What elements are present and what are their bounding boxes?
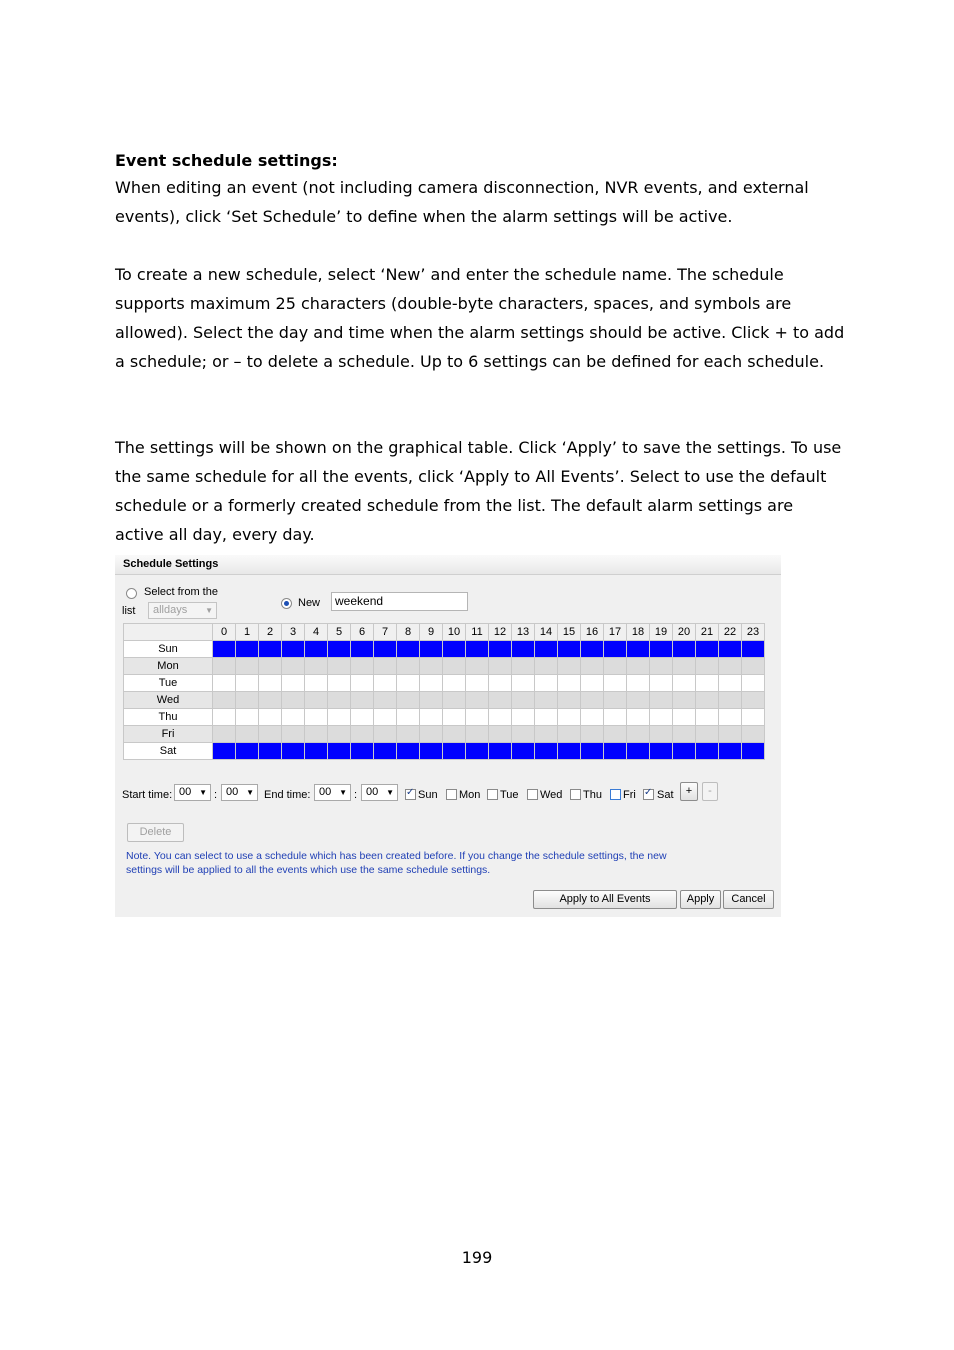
schedule-cell[interactable]	[742, 641, 765, 658]
schedule-cell[interactable]	[328, 658, 351, 675]
end-minute-select[interactable]	[361, 784, 398, 801]
hour-header: 8	[397, 624, 420, 641]
schedule-cell[interactable]	[673, 726, 696, 743]
schedule-cell[interactable]	[236, 641, 259, 658]
add-setting-button[interactable]: +	[680, 782, 698, 801]
schedule-cell[interactable]	[581, 658, 604, 675]
chevron-down-icon: ▼	[205, 606, 213, 615]
delete-button[interactable]: Delete	[127, 823, 184, 842]
checkbox-mon[interactable]	[446, 789, 457, 800]
schedule-cell[interactable]	[627, 743, 650, 760]
checkbox-sat[interactable]	[643, 789, 654, 800]
new-label: New	[298, 597, 321, 609]
schedule-cell[interactable]	[213, 726, 236, 743]
schedule-cell[interactable]	[213, 658, 236, 675]
schedule-cell[interactable]	[604, 641, 627, 658]
schedule-cell[interactable]	[374, 641, 397, 658]
schedule-cell[interactable]	[512, 675, 535, 692]
schedule-cell[interactable]	[742, 726, 765, 743]
schedule-cell[interactable]	[213, 709, 236, 726]
hour-header: 20	[673, 624, 696, 641]
intro-paragraph	[115, 173, 845, 231]
schedule-cell[interactable]	[282, 641, 305, 658]
hour-header: 23	[742, 624, 765, 641]
hour-header: 17	[604, 624, 627, 641]
schedule-cell[interactable]	[420, 641, 443, 658]
schedule-cell[interactable]	[351, 658, 374, 675]
schedule-cell[interactable]	[489, 726, 512, 743]
new-schedule-radio[interactable]	[281, 598, 292, 609]
remove-setting-button[interactable]: -	[702, 782, 718, 801]
hour-header: 18	[627, 624, 650, 641]
schedule-cell[interactable]	[673, 675, 696, 692]
grid-corner	[124, 624, 213, 641]
schedule-note	[126, 849, 766, 877]
schedule-cell[interactable]	[650, 641, 673, 658]
schedule-cell[interactable]	[259, 743, 282, 760]
schedule-cell[interactable]	[374, 726, 397, 743]
day-label: Sat	[124, 743, 213, 760]
checkbox-label-tue: Tue	[500, 789, 519, 801]
schedule-cell[interactable]	[489, 692, 512, 709]
schedule-cell[interactable]	[489, 658, 512, 675]
schedule-cell[interactable]	[351, 726, 374, 743]
checkbox-label-sun: Sun	[418, 789, 438, 801]
schedule-cell[interactable]	[397, 658, 420, 675]
hour-header: 9	[420, 624, 443, 641]
schedule-cell[interactable]	[696, 658, 719, 675]
day-label: Mon	[124, 658, 213, 675]
schedule-cell[interactable]	[627, 709, 650, 726]
schedule-cell[interactable]	[236, 658, 259, 675]
schedule-cell[interactable]	[351, 675, 374, 692]
hour-header: 0	[213, 624, 236, 641]
schedule-row	[124, 658, 765, 675]
schedule-cell[interactable]	[466, 692, 489, 709]
hour-header: 1	[236, 624, 259, 641]
schedule-cell[interactable]	[650, 709, 673, 726]
schedule-cell[interactable]	[259, 658, 282, 675]
schedule-cell[interactable]	[719, 726, 742, 743]
day-label: Tue	[124, 675, 213, 692]
checkbox-fri[interactable]	[610, 789, 621, 800]
schedule-cell[interactable]	[259, 692, 282, 709]
schedule-cell[interactable]	[420, 658, 443, 675]
schedule-cell[interactable]	[305, 675, 328, 692]
schedule-cell[interactable]	[282, 692, 305, 709]
schedule-cell[interactable]	[489, 641, 512, 658]
schedule-cell[interactable]	[719, 675, 742, 692]
schedule-cell[interactable]	[466, 726, 489, 743]
apply-button[interactable]: Apply	[680, 890, 721, 909]
schedule-cell[interactable]	[236, 675, 259, 692]
schedule-cell[interactable]	[719, 658, 742, 675]
schedule-cell[interactable]	[397, 641, 420, 658]
schedule-cell[interactable]	[328, 726, 351, 743]
schedule-cell[interactable]	[673, 641, 696, 658]
checkbox-label-mon: Mon	[459, 789, 481, 801]
paragraph-2: To create a new schedule, select ‘New’ and enter the schedule name. The schedule supports maximum 25 characters (double-byte characters, spaces, and symbols are allowed). Select the day and time when the alarm settings should be active. Click + to add a schedule; or – to delete a schedule. Up to 6 settings can be defined for each schedule.	[115, 265, 845, 371]
schedule-cell[interactable]	[397, 692, 420, 709]
schedule-cell[interactable]	[696, 641, 719, 658]
schedule-cell[interactable]	[719, 641, 742, 658]
schedule-grid	[123, 623, 765, 760]
schedule-cell[interactable]	[443, 641, 466, 658]
start-hour-value: 00	[179, 786, 192, 798]
hour-header: 3	[282, 624, 305, 641]
schedule-cell[interactable]	[351, 709, 374, 726]
schedule-cell[interactable]	[282, 658, 305, 675]
schedule-cell[interactable]	[374, 743, 397, 760]
schedule-cell[interactable]	[604, 743, 627, 760]
start-hour-select[interactable]	[174, 784, 211, 801]
schedule-cell[interactable]	[719, 743, 742, 760]
schedule-cell[interactable]	[512, 658, 535, 675]
schedule-cell[interactable]	[512, 743, 535, 760]
schedule-cell[interactable]	[236, 692, 259, 709]
schedule-cell[interactable]	[558, 726, 581, 743]
schedule-cell[interactable]	[466, 743, 489, 760]
hour-header: 15	[558, 624, 581, 641]
schedule-cell[interactable]	[673, 658, 696, 675]
checkbox-label-sat: Sat	[657, 789, 674, 801]
colon-separator: :	[354, 789, 358, 801]
schedule-cell[interactable]	[627, 726, 650, 743]
schedule-cell[interactable]	[259, 726, 282, 743]
schedule-cell[interactable]	[535, 675, 558, 692]
schedule-cell[interactable]	[650, 675, 673, 692]
schedule-cell[interactable]	[236, 726, 259, 743]
panel-title: Schedule Settings	[115, 555, 781, 575]
schedule-cell[interactable]	[282, 743, 305, 760]
colon-separator: :	[214, 789, 218, 801]
schedule-row	[124, 743, 765, 760]
hour-header: 5	[328, 624, 351, 641]
schedule-cell[interactable]	[397, 709, 420, 726]
schedule-cell[interactable]	[305, 743, 328, 760]
schedule-cell[interactable]	[213, 743, 236, 760]
schedule-cell[interactable]	[719, 692, 742, 709]
schedule-cell[interactable]	[696, 675, 719, 692]
day-label: Wed	[124, 692, 213, 709]
schedule-row	[124, 709, 765, 726]
schedule-cell[interactable]	[558, 709, 581, 726]
schedule-cell[interactable]	[351, 641, 374, 658]
schedule-cell[interactable]	[420, 709, 443, 726]
schedule-cell[interactable]	[420, 692, 443, 709]
schedule-cell[interactable]	[213, 692, 236, 709]
schedule-cell[interactable]	[673, 692, 696, 709]
schedule-cell[interactable]	[535, 641, 558, 658]
schedule-cell[interactable]	[374, 709, 397, 726]
graphical-table-paragraph	[115, 433, 845, 549]
checkbox-wed[interactable]	[527, 789, 538, 800]
end-hour-value: 00	[319, 786, 332, 798]
chevron-down-icon: ▼	[339, 788, 347, 797]
schedule-cell[interactable]	[420, 743, 443, 760]
hour-header: 11	[466, 624, 489, 641]
schedule-list-dropdown[interactable]	[148, 602, 217, 619]
schedule-cell[interactable]	[512, 726, 535, 743]
schedule-cell[interactable]	[305, 726, 328, 743]
schedule-cell[interactable]	[374, 675, 397, 692]
schedule-cell[interactable]	[742, 709, 765, 726]
checkbox-label-fri: Fri	[623, 789, 636, 801]
schedule-cell[interactable]	[259, 709, 282, 726]
select-from-list-label: Select from the	[144, 586, 218, 598]
chevron-down-icon: ▼	[199, 788, 207, 797]
schedule-cell[interactable]	[489, 675, 512, 692]
schedule-list-value: alldays	[153, 604, 188, 616]
schedule-cell[interactable]	[673, 743, 696, 760]
checkbox-thu[interactable]	[570, 789, 581, 800]
schedule-row	[124, 675, 765, 692]
schedule-cell[interactable]	[282, 726, 305, 743]
day-label: Thu	[124, 709, 213, 726]
day-label: Fri	[124, 726, 213, 743]
schedule-cell[interactable]	[282, 709, 305, 726]
schedule-cell[interactable]	[581, 641, 604, 658]
hour-header: 7	[374, 624, 397, 641]
schedule-cell[interactable]	[489, 743, 512, 760]
hour-header: 6	[351, 624, 374, 641]
checkbox-tue[interactable]	[487, 789, 498, 800]
schedule-cell[interactable]	[397, 675, 420, 692]
schedule-cell[interactable]	[512, 692, 535, 709]
schedule-cell[interactable]	[535, 743, 558, 760]
schedule-cell[interactable]	[443, 692, 466, 709]
schedule-cell[interactable]	[696, 726, 719, 743]
schedule-cell[interactable]	[558, 743, 581, 760]
schedule-cell[interactable]	[581, 709, 604, 726]
schedule-cell[interactable]	[627, 692, 650, 709]
hour-header: 13	[512, 624, 535, 641]
schedule-cell[interactable]	[282, 675, 305, 692]
cancel-button[interactable]: Cancel	[723, 890, 774, 909]
schedule-cell[interactable]	[305, 641, 328, 658]
end-time-label: End time:	[264, 789, 311, 801]
schedule-cell[interactable]	[443, 709, 466, 726]
schedule-cell[interactable]	[581, 692, 604, 709]
schedule-cell[interactable]	[328, 709, 351, 726]
schedule-cell[interactable]	[696, 709, 719, 726]
new-schedule-paragraph	[115, 260, 845, 376]
note-line-1: Note. You can select to use a schedule which has been created before. If you change the schedule settings, the new	[126, 850, 667, 862]
schedule-cell[interactable]	[604, 658, 627, 675]
schedule-cell[interactable]	[558, 641, 581, 658]
select-from-list-label-2: list	[122, 605, 136, 617]
start-minute-select[interactable]	[221, 784, 258, 801]
start-minute-value: 00	[226, 786, 239, 798]
schedule-cell[interactable]	[650, 743, 673, 760]
schedule-cell[interactable]	[305, 692, 328, 709]
schedule-cell[interactable]	[581, 726, 604, 743]
schedule-cell[interactable]	[259, 675, 282, 692]
schedule-cell[interactable]	[604, 709, 627, 726]
schedule-cell[interactable]	[236, 709, 259, 726]
schedule-cell[interactable]	[742, 743, 765, 760]
hour-header: 16	[581, 624, 604, 641]
schedule-cell[interactable]	[742, 658, 765, 675]
schedule-cell[interactable]	[351, 692, 374, 709]
schedule-cell[interactable]	[604, 692, 627, 709]
hour-header: 21	[696, 624, 719, 641]
schedule-cell[interactable]	[466, 709, 489, 726]
schedule-cell[interactable]	[305, 658, 328, 675]
schedule-cell[interactable]	[443, 743, 466, 760]
schedule-cell[interactable]	[443, 675, 466, 692]
schedule-cell[interactable]	[351, 743, 374, 760]
schedule-cell[interactable]	[213, 675, 236, 692]
schedule-cell[interactable]	[443, 658, 466, 675]
schedule-cell[interactable]	[397, 743, 420, 760]
schedule-cell[interactable]	[236, 743, 259, 760]
start-time-label: Start time:	[122, 789, 173, 801]
schedule-cell[interactable]	[374, 658, 397, 675]
chevron-down-icon: ▼	[246, 788, 254, 797]
schedule-cell[interactable]	[604, 675, 627, 692]
schedule-cell[interactable]	[466, 675, 489, 692]
note-line-2: settings will be applied to all the events which use the same schedule settings.	[126, 864, 491, 876]
hour-header: 4	[305, 624, 328, 641]
hour-header: 12	[489, 624, 512, 641]
schedule-settings-panel	[115, 555, 781, 917]
schedule-cell[interactable]	[535, 658, 558, 675]
paragraph-3: The settings will be shown on the graphical table. Click ‘Apply’ to save the settings. To use the same schedule for all the events, click ‘Apply to All Events’. Select to use the default schedule or a formerly created schedule from the list. The default alarm settings are active all day, every day.	[115, 438, 842, 544]
schedule-cell[interactable]	[581, 675, 604, 692]
schedule-cell[interactable]	[742, 675, 765, 692]
schedule-cell[interactable]	[420, 675, 443, 692]
schedule-cell[interactable]	[627, 641, 650, 658]
apply-to-all-events-button[interactable]: Apply to All Events	[533, 890, 677, 909]
end-hour-select[interactable]	[314, 784, 351, 801]
schedule-cell[interactable]	[328, 743, 351, 760]
schedule-cell[interactable]	[535, 709, 558, 726]
schedule-cell[interactable]	[535, 692, 558, 709]
schedule-cell[interactable]	[604, 726, 627, 743]
schedule-cell[interactable]	[535, 726, 558, 743]
schedule-cell[interactable]	[696, 692, 719, 709]
schedule-cell[interactable]	[397, 726, 420, 743]
hour-header: 10	[443, 624, 466, 641]
schedule-cell[interactable]	[305, 709, 328, 726]
hour-header: 14	[535, 624, 558, 641]
schedule-row	[124, 726, 765, 743]
schedule-cell[interactable]	[650, 692, 673, 709]
schedule-name-input[interactable]: weekend	[331, 592, 468, 611]
schedule-cell[interactable]	[213, 641, 236, 658]
paragraph-1: When editing an event (not including camera disconnection, NVR events, and external events), click ‘Set Schedule’ to define when the alarm settings will be active.	[115, 178, 809, 226]
schedule-cell[interactable]	[650, 726, 673, 743]
schedule-cell[interactable]	[466, 658, 489, 675]
schedule-cell[interactable]	[558, 692, 581, 709]
end-minute-value: 00	[366, 786, 379, 798]
schedule-cell[interactable]	[558, 675, 581, 692]
schedule-cell[interactable]	[650, 658, 673, 675]
checkbox-label-wed: Wed	[540, 789, 563, 801]
schedule-row	[124, 641, 765, 658]
schedule-cell[interactable]	[627, 675, 650, 692]
hour-header: 19	[650, 624, 673, 641]
schedule-row	[124, 692, 765, 709]
schedule-cell[interactable]	[328, 675, 351, 692]
schedule-cell[interactable]	[512, 709, 535, 726]
section-heading: Event schedule settings:	[115, 151, 338, 170]
schedule-cell[interactable]	[512, 641, 535, 658]
schedule-cell[interactable]	[374, 692, 397, 709]
checkbox-sun[interactable]	[405, 789, 416, 800]
schedule-cell[interactable]	[443, 726, 466, 743]
schedule-cell[interactable]	[719, 709, 742, 726]
schedule-cell[interactable]	[627, 658, 650, 675]
schedule-cell[interactable]	[558, 658, 581, 675]
schedule-cell[interactable]	[581, 743, 604, 760]
schedule-cell[interactable]	[696, 743, 719, 760]
schedule-cell[interactable]	[420, 726, 443, 743]
hour-header: 22	[719, 624, 742, 641]
schedule-cell[interactable]	[489, 709, 512, 726]
schedule-cell[interactable]	[259, 641, 282, 658]
select-from-list-radio[interactable]	[126, 588, 137, 599]
page-number: 199	[461, 1248, 493, 1267]
day-label: Sun	[124, 641, 213, 658]
schedule-cell[interactable]	[466, 641, 489, 658]
schedule-cell[interactable]	[742, 692, 765, 709]
schedule-cell[interactable]	[328, 692, 351, 709]
schedule-cell[interactable]	[673, 709, 696, 726]
hour-header: 2	[259, 624, 282, 641]
checkbox-label-thu: Thu	[583, 789, 602, 801]
schedule-cell[interactable]	[328, 641, 351, 658]
chevron-down-icon: ▼	[386, 788, 394, 797]
